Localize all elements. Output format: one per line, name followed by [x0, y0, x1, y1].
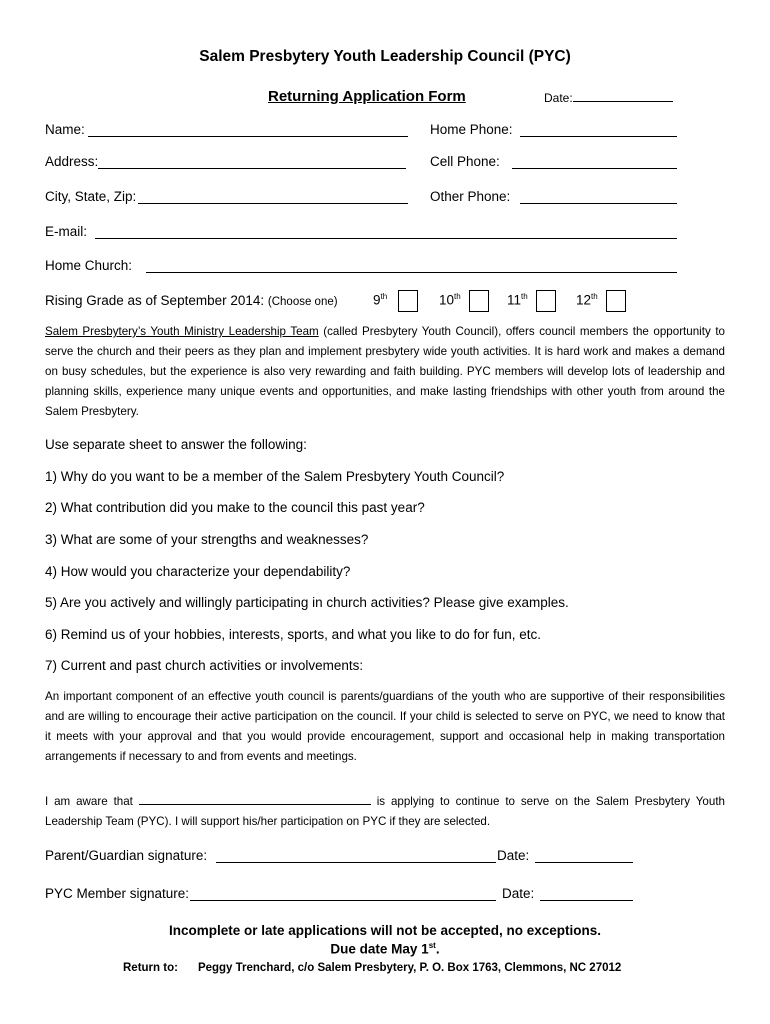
grade-11-checkbox[interactable]	[536, 290, 556, 312]
grade-9-label: 9th	[373, 292, 388, 308]
question-6: 6) Remind us of your hobbies, interests, sports, and what you like to do for fun, etc.	[45, 627, 542, 642]
team-name: Salem Presbytery’s Youth Ministry Leadership Team	[45, 325, 319, 338]
form-subtitle: Returning Application Form	[268, 88, 466, 105]
consent-part2: is applying to continue to serve on the Salem Presbytery Youth Leadership Team (PYC). I will support his/her participation on PYC if they are selected.	[45, 795, 725, 828]
grade-10-checkbox[interactable]	[469, 290, 489, 312]
due-date: Due date May 1st.	[330, 941, 440, 957]
question-4: 4) How would you characterize your dependability?	[45, 564, 351, 579]
email-line[interactable]	[95, 238, 677, 239]
parent-signature-line[interactable]	[216, 862, 496, 863]
form-title: Salem Presbytery Youth Leadership Council (PYC)	[199, 48, 571, 65]
warning-text: Incomplete or late applications will not be accepted, no exceptions.	[168, 923, 602, 938]
cell-phone-line[interactable]	[512, 168, 677, 169]
grade-10-label: 10th	[439, 292, 461, 308]
intro-text: (called Presbytery Youth Council), offers council members the opportunity to serve the church and their peers as they plan and implement presbytery wide youth activities. It is hard work and makes a demand on busy schedules, but the experience is also very rewarding and faith building. PYC members will develop lots of leadership and planning skills, experience many unique events and opportunities, and make lasting friendships with other youth from around the Salem Presbytery.	[45, 325, 725, 418]
question-5: 5) Are you actively and willingly participating in church activities? Please give examples.	[45, 595, 569, 610]
parents-paragraph: An important component of an effective youth council is parents/guardians of the youth who are supportive of their responsibilities and are willing to encourage their active participation on the council. If your child is selected to serve on PYC, we need to know that it meets with your approval and that you would provide encouragement, support and occasional help in making transportation arrangements if necessary to and from events and meetings.	[45, 690, 725, 763]
home-church-label: Home Church:	[45, 258, 133, 273]
address-line[interactable]	[98, 168, 406, 169]
return-address: Peggy Trenchard, c/o Salem Presbytery, P. O. Box 1763, Clemmons, NC 27012	[197, 962, 622, 974]
grade-label: Rising Grade as of September 2014:	[45, 293, 265, 308]
youth-name-line[interactable]	[139, 804, 371, 805]
consent-paragraph	[45, 792, 725, 832]
header-date-label: Date:	[544, 91, 573, 105]
grade-9-checkbox[interactable]	[398, 290, 418, 312]
intro-paragraph	[45, 322, 725, 422]
city-state-zip-line[interactable]	[138, 203, 408, 204]
grade-11-label: 11th	[507, 292, 528, 308]
name-line[interactable]	[88, 136, 408, 137]
grade-12-checkbox[interactable]	[606, 290, 626, 312]
member-signature-line[interactable]	[190, 900, 496, 901]
question-2: 2) What contribution did you make to the council this past year?	[45, 500, 425, 515]
header-date-field	[544, 91, 673, 105]
question-3: 3) What are some of your strengths and weaknesses?	[45, 532, 369, 547]
home-phone-line[interactable]	[520, 136, 677, 137]
parent-date-label: Date:	[497, 848, 530, 863]
city-state-zip-label: City, State, Zip:	[45, 189, 137, 204]
address-label: Address:	[45, 154, 99, 169]
cell-phone-label: Cell Phone:	[430, 154, 500, 169]
member-date-label: Date:	[502, 886, 535, 901]
questions-heading: Use separate sheet to answer the following:	[45, 437, 307, 452]
member-signature-label: PYC Member signature:	[45, 886, 190, 901]
consent-part1: I am aware that	[45, 795, 133, 808]
grade-label-row	[45, 293, 338, 308]
home-phone-label: Home Phone:	[430, 122, 513, 137]
member-date-line[interactable]	[540, 900, 633, 901]
return-to	[123, 962, 621, 974]
other-phone-line[interactable]	[520, 203, 677, 204]
name-label: Name:	[45, 122, 85, 137]
parent-signature-label: Parent/Guardian signature:	[45, 848, 208, 863]
return-label: Return to:	[123, 962, 178, 974]
header-date-line[interactable]	[573, 101, 673, 102]
grade-hint: (Choose one)	[267, 296, 338, 308]
question-7: 7) Current and past church activities or involvements:	[45, 658, 364, 673]
question-1: 1) Why do you want to be a member of the Salem Presbytery Youth Council?	[45, 469, 505, 484]
home-church-line[interactable]	[146, 272, 677, 273]
email-label: E-mail:	[45, 224, 88, 239]
parent-date-line[interactable]	[535, 862, 633, 863]
grade-12-label: 12th	[576, 292, 598, 308]
other-phone-label: Other Phone:	[430, 189, 511, 204]
